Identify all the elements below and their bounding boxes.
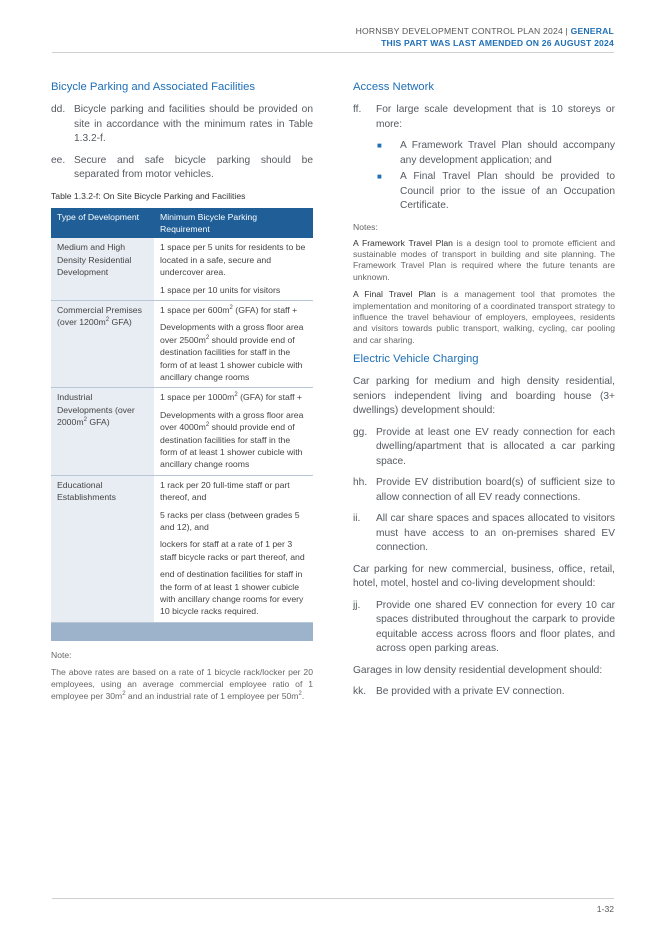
requirement-line: 1 space per 10 units for visitors — [160, 284, 281, 295]
bullet-item — [376, 170, 615, 214]
doc-title: HORNSBY DEVELOPMENT CONTROL PLAN 2024 — [355, 26, 563, 36]
clause-ff — [353, 103, 615, 132]
clause-gg — [353, 426, 615, 470]
commercial-intro-paragraph: Car parking for new commercial, business, office, retail, hotel, motel, hostel and co-living development should: — [353, 563, 615, 590]
requirement-line — [160, 321, 308, 383]
row-requirement-cell — [154, 238, 313, 300]
bicycle-parking-table — [51, 208, 313, 641]
requirement-line — [160, 409, 308, 471]
table-footer-cell — [51, 622, 313, 641]
clause-kk — [353, 685, 615, 700]
definition-term: A Framework Travel Plan — [353, 237, 453, 248]
header-divider — [52, 52, 614, 53]
ev-intro-paragraph: Car parking for medium and high density residential, seniors independent living and boarding house (3+ dwellings) development should: — [353, 376, 615, 417]
req-text: (GFA) for staff + — [237, 392, 303, 403]
requirement-line: lockers for staff at a rate of 1 per 3 staff bicycle racks or part thereof, and — [160, 539, 305, 562]
note-label: Note: — [51, 649, 72, 660]
section-heading-access: Access Network — [353, 81, 434, 93]
req-text: should provide end of destination facilities for staff in the form of at least 1 shower cubicle with ancillary change rooms — [160, 334, 303, 382]
requirement-line — [160, 304, 308, 316]
type-text: Commercial Premises (over 1200m — [57, 304, 142, 328]
table-row — [51, 238, 313, 300]
page-header — [356, 25, 614, 49]
req-text: Developments with a gross floor area over 4000m — [160, 409, 304, 433]
row-type-cell: Educational Establishments — [51, 475, 154, 622]
clause-ii — [353, 512, 615, 556]
clause-label: gg. — [353, 426, 368, 438]
superscript: 2 — [83, 417, 87, 424]
bullet-icon: ■ — [377, 141, 382, 150]
table-row — [51, 388, 313, 475]
row-requirement-cell — [154, 475, 313, 622]
clause-label: jj. — [353, 599, 361, 611]
clause-jj — [353, 599, 615, 657]
req-text: (GFA) for staff + — [232, 304, 298, 315]
row-requirement-cell — [154, 388, 313, 475]
clause-label: dd. — [51, 104, 66, 115]
column-header-requirement: Minimum Bicycle Parking Requirement — [154, 208, 313, 239]
bullet-icon: ■ — [377, 172, 382, 181]
requirement-line: 5 racks per class (between grades 5 and 12), and — [160, 509, 300, 533]
right-column — [353, 80, 615, 707]
clause-text: Provide EV distribution board(s) of sufficient size to allow connection of all EV ready connections. — [376, 477, 615, 503]
requirement-line — [160, 391, 308, 403]
header-separator: | — [562, 26, 571, 36]
clause-text: Provide one shared EV connection for every 10 car spaces distributed throughout the carpark to provide equitable access across floors and floor plates, and across open parking areas. — [376, 599, 615, 655]
type-text: GFA) — [86, 417, 110, 428]
footer-divider — [52, 898, 614, 899]
left-column — [51, 80, 313, 702]
bullet-text: A Framework Travel Plan should accompany any development application; and — [400, 140, 615, 166]
clause-label: ee. — [51, 154, 66, 166]
note-span: and an industrial rate of 1 employee per 50m — [125, 690, 299, 701]
superscript: 2 — [234, 392, 238, 399]
section-heading-ev: Electric Vehicle Charging — [353, 353, 479, 366]
page-number: 1-32 — [596, 904, 614, 914]
definition-text: is a design tool to promote efficient and sustainable modes of transport in building and site planning. The Framework Travel Plan is required where the future tenants are unknown. — [353, 237, 616, 282]
note-span: The above rates are based on a rate of 1 bicycle rack/locker per 20 employees, using an average commercial employee ratio of 1 employee per 30m — [51, 666, 313, 701]
table-header-row — [51, 208, 313, 239]
definition-framework-plan — [353, 238, 615, 284]
superscript: 2 — [205, 422, 210, 429]
requirement-line: end of destination facilities for staff in the form of at least 1 shower cubicle with ancillary change rooms for every 10 bicycle racks required. — [160, 569, 304, 617]
row-type-cell — [51, 300, 154, 387]
column-header-type: Type of Development — [51, 208, 154, 239]
requirement-line: 1 space per 5 units for residents to be located in a safe, secure and undercover area. — [160, 242, 306, 278]
clause-ee — [51, 154, 313, 183]
table-caption: Table 1.3.2-f: On Site Bicycle Parking and Facilities — [51, 190, 246, 201]
row-type-cell — [51, 388, 154, 475]
clause-text: Bicycle parking and facilities should be provided on site in accordance with the minimum rates in Table 1.3.2-f. — [74, 104, 313, 144]
clause-label: ii. — [353, 513, 361, 525]
section-name: GENERAL — [570, 26, 614, 36]
superscript: 2 — [122, 691, 126, 698]
clause-text: For large scale development that is 10 storeys or more: — [376, 104, 615, 130]
clause-label: ff. — [353, 104, 362, 115]
clause-text: Secure and safe bicycle parking should be separated from motor vehicles. — [74, 154, 313, 180]
superscript: 2 — [229, 305, 233, 312]
clause-label: hh. — [353, 477, 368, 489]
type-text: Industrial Developments (over 2000m — [57, 392, 135, 428]
requirement-line: 1 rack per 20 full-time staff or part thereof, and — [160, 479, 290, 503]
row-requirement-cell — [154, 300, 313, 387]
note-span: . — [301, 690, 305, 701]
clause-text: Provide at least one EV ready connection for each dwelling/apartment that is allocated a car parking space. — [376, 426, 615, 467]
superscript: 2 — [298, 691, 302, 698]
bullet-item — [376, 139, 615, 168]
clause-hh — [353, 476, 615, 505]
req-text: should provide end of destination facilities for staff in the form of at least 1 shower cubicle with ancillary change rooms — [160, 422, 303, 470]
superscript: 2 — [105, 317, 110, 324]
definition-term: A Final Travel Plan — [353, 289, 436, 300]
definition-text: is a management tool that promotes the implementation and monitoring of a coordinated transport strategy to influence the travel behaviour of employers, employees, residents and visitors towards public transport, walking, cycling, car pooling and car sharing. — [353, 289, 615, 345]
req-text: Developments with a gross floor area over 2500m — [160, 322, 304, 345]
clause-dd — [51, 103, 313, 147]
garage-intro-paragraph: Garages in low density residential development should: — [353, 664, 603, 676]
req-text: 1 space per 600m — [160, 304, 230, 315]
amended-date: THIS PART WAS LAST AMENDED ON 26 AUGUST 2024 — [381, 38, 614, 48]
table-row — [51, 475, 313, 622]
row-type-cell: Medium and High Density Residential Development — [51, 238, 154, 300]
note-text — [51, 666, 313, 702]
req-text: 1 space per 1000m — [160, 392, 235, 403]
table-row — [51, 300, 313, 387]
notes-label: Notes: — [353, 221, 378, 232]
table-footer-row — [51, 622, 313, 641]
superscript: 2 — [205, 334, 210, 341]
bullet-text: A Final Travel Plan should be provided to Council prior to the issue of an Occupation Certificate. — [400, 171, 615, 211]
section-heading-bicycle: Bicycle Parking and Associated Facilities — [51, 81, 256, 93]
definition-final-plan — [353, 289, 615, 346]
type-text: GFA) — [109, 317, 132, 328]
clause-label: kk. — [353, 686, 367, 698]
clause-text: All car share spaces and spaces allocated to visitors must have access to an on-premises shared EV connection. — [376, 513, 615, 554]
clause-text: Be provided with a private EV connection. — [376, 686, 565, 698]
